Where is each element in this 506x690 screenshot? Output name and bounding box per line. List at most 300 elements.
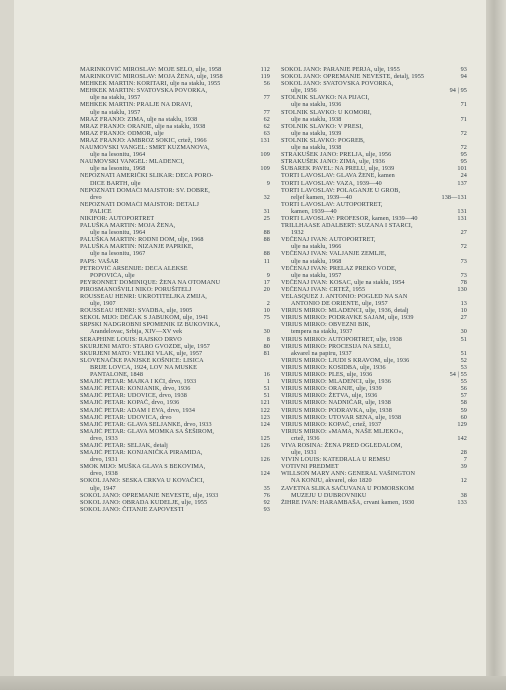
index-entry-page: 81: [263, 349, 270, 357]
index-entry-text: STOLNIK SLAVKO: NA PIJACI,: [281, 94, 370, 102]
index-entry-text: ulje, 1956: [291, 87, 317, 95]
index-entry: [80, 258, 270, 265]
index-entry: [80, 293, 270, 300]
index-entry: [80, 265, 270, 272]
index-entry-text: SMAJIĆ PETAR: UDOVICE, drvo, 1938: [80, 392, 187, 400]
index-entry: [281, 87, 467, 94]
index-entry-page: 54 | 55: [449, 371, 467, 379]
index-entry-page: 126: [260, 441, 270, 449]
index-entry-text: VIVA ROSINA: ŽENA PRED OGLEDALOM,: [281, 441, 403, 449]
index-entry-page: 63: [263, 129, 270, 137]
index-entry-text: MRAZ FRANJO: ORANJE, ulje na staklu, 1938: [80, 122, 206, 130]
index-entry-page: 11: [263, 257, 270, 265]
index-entry: [80, 435, 270, 442]
index-entry: [281, 357, 467, 364]
index-entry-text: SMAJIĆ PETAR: KONJANIČKA PIRAMIDA,: [80, 449, 203, 457]
index-entry: [80, 378, 270, 385]
index-entry: [80, 236, 270, 243]
index-entry-page: [266, 364, 270, 371]
index-entry: [281, 236, 467, 243]
index-entry-text: ulje na staklu, 1966: [291, 243, 342, 251]
index-entry-text: SEKOL MIJO: DEČAK S JABUKOM, ulje, 1941: [80, 314, 209, 322]
index-entry-page: 51: [460, 349, 467, 357]
index-entry: [281, 286, 467, 293]
index-entry-page: 122: [260, 406, 270, 414]
index-entry-page: 9: [266, 271, 270, 279]
index-entry-text: SMAJIĆ PETAR: UDOVICA, drvo: [80, 413, 172, 421]
index-entry-page: 77: [263, 108, 270, 116]
index-entry-text: SMOK MIJO: MUŠKA GLAVA S BEKOVIMA,: [80, 463, 206, 471]
index-entry-page: 92: [263, 498, 270, 506]
index-entry-text: VIRIUS MIRKO: AUTOPORTRET, ulje, 1938: [281, 335, 403, 343]
index-entry-text: VEČENAJ IVAN: KOSAC, ulje na staklu, 1954: [281, 278, 405, 286]
index-entry-text: SMAJIĆ PETAR: KOPAČ, drvo, 1936: [80, 399, 180, 407]
index-entry-text: SMAJIĆ PETAR: ADAM I EVA, drvo, 1934: [80, 406, 196, 414]
index-entry-page: [463, 485, 467, 492]
index-entry: [80, 286, 270, 293]
index-entry: [80, 336, 270, 343]
index-entry-text: NEPOZNATI AMERIČKI SLIKAR: DECA PORO-: [80, 172, 214, 180]
index-entry-text: BRIJE LOVCA, 1924, LOV NA MUSKE: [90, 363, 197, 371]
index-entry: [80, 407, 270, 414]
index-entry-page: [463, 222, 467, 229]
index-entry-text: NAUMOVSKI VANGEL: SMRT KUZMANOVA,: [80, 144, 210, 152]
index-entry-text: ulje, 1947: [90, 484, 116, 492]
index-entry-page: 77: [263, 94, 270, 102]
index-entry: [80, 307, 270, 314]
index-entry: [80, 208, 270, 215]
index-entry-text: drvo, 1931: [90, 456, 118, 464]
index-entry-text: NEPOZNATI DOMAĆI MAJSTOR: SV. DOBRE,: [80, 186, 210, 194]
index-entry-text: MARINKOVIĆ MIROSLAV: MOJA ŽENA, ulje, 1958: [80, 73, 223, 81]
index-entry-page: 80: [263, 342, 270, 350]
index-entry: [281, 321, 467, 328]
index-entry-page: 25: [263, 214, 270, 222]
index-entry: [281, 449, 467, 456]
index-entry: [281, 463, 467, 470]
index-entry-page: 56: [263, 80, 270, 88]
index-entry-text: ulje na staklu, 1938: [291, 115, 342, 123]
index-entry: [281, 137, 467, 144]
index-entry-text: MEHKEK MARTIN: SVATOVSKA POVORKA,: [80, 87, 208, 95]
index-entry: [281, 66, 467, 73]
index-entry: [281, 414, 467, 421]
index-entry: [80, 272, 270, 279]
index-entry: [80, 350, 270, 357]
index-entry: [281, 485, 467, 492]
index-entry: [281, 158, 467, 165]
index-entry: [281, 265, 467, 272]
index-entry-page: [463, 442, 467, 449]
index-entry-page: [463, 343, 467, 350]
index-entry-text: VELASQUEZ J. ANTONIO: POGLED NA SAN: [281, 293, 408, 300]
index-entry-text: VEČENAJ IVAN: PRELAZ PREKO VODE,: [281, 264, 397, 272]
index-entry-page: 10: [263, 307, 270, 315]
index-entry-text: reljef kamen, 1939—40: [291, 193, 353, 201]
index-entry-page: 16: [263, 371, 270, 379]
index-entry-text: VIRIUS MIRKO: »MAMA, NAŠE MLJEKO«,: [281, 427, 404, 435]
index-entry-page: [463, 187, 467, 194]
index-entry-page: 137: [457, 179, 467, 187]
index-entry-page: 73: [460, 257, 467, 265]
index-entry-text: PALUŠKA MARTIN: NIZANJE PAPRIKE,: [80, 243, 194, 251]
index-entry-page: 95: [460, 158, 467, 166]
index-entry-page: [266, 201, 270, 208]
index-entry-text: TORTI LAVOSLAV: GLAVA ŽENE, kamen: [281, 172, 395, 180]
index-entry-page: 78: [460, 278, 467, 286]
index-entry: [80, 456, 270, 463]
index-entry: [281, 144, 467, 151]
index-entry: [281, 194, 467, 201]
index-entry-page: [266, 172, 270, 179]
index-entry-page: [266, 101, 270, 108]
index-entry-page: 119: [260, 73, 270, 81]
index-entry-page: [266, 187, 270, 194]
index-entry: [281, 208, 467, 215]
index-entry: [281, 385, 467, 392]
index-entry: [80, 485, 270, 492]
index-entry: [281, 151, 467, 158]
index-entry-page: 1: [266, 378, 270, 386]
index-entry: [281, 343, 467, 350]
index-entry-text: crtež, 1936: [291, 434, 320, 442]
index-entry-page: [463, 470, 467, 477]
index-entry-text: SOKOL JANO: PARANJE PERJA, ulje, 1955: [281, 66, 400, 73]
index-entry: [80, 151, 270, 158]
index-entry-text: VIRIUS MIRKO: MLADENCI, ulje, 1936: [281, 378, 391, 386]
index-entry-page: [463, 109, 467, 116]
index-entry: [281, 407, 467, 414]
index-entry-page: [266, 477, 270, 484]
index-entry: [80, 123, 270, 130]
index-entry-text: MEHKEK MARTIN: KORITARI, ulje na staklu, 1955: [80, 80, 221, 88]
index-entry-page: 75: [263, 314, 270, 322]
index-entry-text: MARINKOVIĆ MIROSLAV: MOJE SELO, ulje, 1958: [80, 66, 222, 73]
index-entry-page: 124: [260, 420, 270, 428]
index-entry-page: 133: [457, 498, 467, 506]
index-entry: [80, 428, 270, 435]
index-entry-text: TRILLHAASE ADALBERT: SUZANA I STARCI,: [281, 222, 413, 230]
index-entry: [281, 80, 467, 87]
index-entry-text: MRAZ FRANJO: AMBROZ SOKIC, crtež, 1966: [80, 136, 207, 144]
index-entry-page: 17: [263, 278, 270, 286]
index-entry: [281, 293, 467, 300]
index-entry-page: [463, 123, 467, 130]
index-entry-text: SMAJIĆ PETAR: SELJAK, detalj: [80, 441, 168, 449]
index-entry: [80, 201, 270, 208]
index-entry-page: 60: [460, 413, 467, 421]
index-entry: [281, 187, 467, 194]
index-entry-page: [266, 158, 270, 165]
index-entry: [281, 314, 467, 321]
index-entry-page: 27: [460, 229, 467, 237]
index-entry: [80, 421, 270, 428]
index-entry: [281, 392, 467, 399]
index-entry-text: PALUŠKA MARTIN: RODNI DOM, ulje, 1968: [80, 236, 204, 244]
index-entry-page: 55: [460, 378, 467, 386]
index-entry-text: SKURJENI MATO: STARO GVOZDE, ulje, 1957: [80, 342, 210, 350]
index-entry-page: 52: [460, 356, 467, 364]
index-entry-page: [266, 449, 270, 456]
index-entry-text: ulje na staklu, 1957: [90, 94, 141, 102]
index-entry-page: 129: [457, 420, 467, 428]
index-entry-page: 20: [263, 285, 270, 293]
index-entry-text: ulje na lesonitu, 1968: [90, 165, 146, 173]
index-entry-page: 51: [263, 392, 270, 400]
index-entry-page: [266, 87, 270, 94]
index-entry: [80, 87, 270, 94]
index-entry-text: POPOVIĆA, ulje: [90, 271, 135, 279]
index-entry-page: 7: [463, 456, 467, 464]
index-entry-page: [463, 201, 467, 208]
index-entry-text: PEYRONNET DOMINIQUE: ŽENA NA OTOMANU: [80, 278, 221, 286]
index-entry: [80, 442, 270, 449]
index-entry-text: PAPS: VAŠAR: [80, 257, 119, 265]
index-entry-text: VEČENAJ IVAN: CRTEŽ, 1955: [281, 285, 366, 293]
index-entry-text: ZAVETNA SLIKA SAČUVANA U POMORSKOM: [281, 484, 415, 492]
index-entry-text: ulje na staklu, 1936: [291, 101, 342, 109]
index-entry-page: 112: [260, 66, 270, 73]
index-entry: [80, 158, 270, 165]
index-entry-text: VEČENAJ IVAN: VALJANJE ZEMLJE,: [281, 250, 387, 258]
index-entry-text: SMAJIĆ PETAR: MAJKA I KĆI, drvo, 1933: [80, 378, 197, 386]
index-entry-page: 109: [260, 165, 270, 173]
index-entry: [281, 180, 467, 187]
index-entry-text: MEHKEK MARTIN: PRALJE NA DRAVI,: [80, 101, 193, 109]
index-entry-page: 93: [460, 66, 467, 73]
index-entry-page: 30: [460, 328, 467, 336]
index-entry: [80, 180, 270, 187]
index-entry: [281, 477, 467, 484]
index-entry-page: 95: [460, 151, 467, 159]
index-entry-page: 27: [460, 314, 467, 322]
index-entry-page: [463, 428, 467, 435]
index-entry-text: SLOVENAČKE PANJSKE KOŠNICE: LISICA: [80, 356, 204, 364]
index-entry: [80, 80, 270, 87]
index-entry-page: 62: [263, 115, 270, 123]
index-entry: [80, 172, 270, 179]
index-entry-text: ŽIHRE IVAN: HARAMBAŠA, crvani kamen, 1930: [281, 498, 415, 506]
index-entry-text: VIRIUS MIRKO: PODRAVKE SAJAM, ulje, 1939: [281, 314, 414, 322]
index-entry-text: VIRIUS MIRKO: LJUDI S KRAVOM, ulje, 1936: [281, 356, 410, 364]
index-entry-text: SOKOL JANO: OPREMANJE NEVESTE, detalj, 1955: [281, 73, 425, 81]
index-entry-text: TORTI LAVOSLAV: AUTOPORTRET,: [281, 200, 383, 208]
index-entry-text: SMAJIĆ PETAR: KONJANIK, drvo, 1936: [80, 385, 191, 393]
index-entry: [80, 414, 270, 421]
index-entry: [80, 470, 270, 477]
index-entry-page: 94: [460, 73, 467, 81]
index-entry-text: PALICE: [90, 207, 112, 215]
index-entry-page: [463, 80, 467, 87]
index-entry: [281, 101, 467, 108]
index-entry-page: 51: [263, 385, 270, 393]
index-entry-text: VIRIUS MIRKO: ORANJE, ulje, 1939: [281, 385, 382, 393]
index-entry-page: 13: [460, 300, 467, 308]
index-entry-text: PIROSMANOŠVILI NIKO: PORUŠITELJ: [80, 285, 192, 293]
index-entry-text: SMAJIĆ PETAR: GLAVA SELJANKE, drvo, 1933: [80, 420, 212, 428]
index-entry-text: ROUSSEAU HENRI: UKROTITELJKA ZMIJA,: [80, 293, 207, 300]
index-entry-text: ROUSSEAU HENRI: SVADBA, ulje, 1905: [80, 307, 193, 315]
index-entry: [80, 463, 270, 470]
index-entry-text: akvarel na papiru, 1937: [291, 349, 352, 357]
index-entry-page: 121: [260, 399, 270, 407]
index-entry-page: 88: [263, 236, 270, 244]
index-entry-page: 2: [266, 300, 270, 308]
index-entry: [281, 378, 467, 385]
index-entry-text: MRAZ FRANJO: ODMOR, ulje: [80, 129, 164, 137]
index-entry: [80, 137, 270, 144]
index-entry: [281, 172, 467, 179]
index-entry-text: ŠUBAREK PAVEL: NA PRELU, ulje, 1939: [281, 165, 395, 173]
index-entry-text: VIVIN LOUIS: KATEDRALA U REMSU: [281, 456, 391, 464]
index-entry: [281, 279, 467, 286]
index-entry: [80, 506, 270, 513]
index-entry: [281, 336, 467, 343]
index-entry-text: ulje na lesonitu, 1967: [90, 250, 146, 258]
index-entry-page: 131: [457, 214, 467, 222]
index-entry-text: kamen, 1939—40: [291, 207, 337, 215]
index-entry: [80, 371, 270, 378]
index-entry: [80, 250, 270, 257]
index-entry-text: SOKOL JANO: OBRADA KUDELJE, ulje, 1955: [80, 498, 208, 506]
index-entry-text: ulje na staklu, 1957: [90, 108, 141, 116]
index-entry: [80, 321, 270, 328]
index-entry-text: tempera na staklu, 1937: [291, 328, 353, 336]
index-entry: [281, 428, 467, 435]
index-entry-page: 94 | 95: [449, 87, 467, 95]
index-entry-page: 126: [260, 456, 270, 464]
index-entry: [80, 300, 270, 307]
index-entry: [281, 215, 467, 222]
index-entry: [281, 350, 467, 357]
index-entry-text: NA KONJU, akvarel, oko 1820: [291, 477, 372, 485]
index-entry-text: VIRIUS MIRKO: UTOVAR SENA, ulje, 1938: [281, 413, 402, 421]
index-entry-page: 88: [263, 250, 270, 258]
index-entry: [80, 73, 270, 80]
index-entry-page: [266, 265, 270, 272]
index-entry-page: 38: [460, 491, 467, 499]
index-entry-text: drvo, 1938: [90, 470, 118, 478]
index-entry: [281, 442, 467, 449]
index-entry-page: 35: [263, 484, 270, 492]
index-entry: [80, 144, 270, 151]
index-entry: [80, 279, 270, 286]
index-entry-text: ulje, 1907: [90, 300, 116, 308]
index-entry-page: [266, 321, 270, 328]
index-entry-text: NAUMOVSKI VANGEL: MLADENCI,: [80, 158, 185, 166]
index-entry-page: [463, 236, 467, 243]
index-entry: [281, 272, 467, 279]
index-entry-text: PANTALONE, 1848: [90, 371, 144, 379]
index-entry: [281, 328, 467, 335]
index-entry: [281, 222, 467, 229]
index-entry: [281, 201, 467, 208]
index-entry-text: NEPOZNATI DOMAĆI MAJSTOR: DETALJ: [80, 200, 199, 208]
index-entry-text: ANTONIO DE ORIENTE, ulje, 1957: [291, 300, 388, 308]
index-entry-text: VIRIUS MIRKO: OBVEZNI BIK,: [281, 321, 371, 329]
index-entry: [281, 229, 467, 236]
index-entry-page: 123: [260, 413, 270, 421]
index-entry-page: 8: [266, 335, 270, 343]
index-entry-text: ulje na lesonitu, 1964: [90, 151, 146, 159]
index-entry-page: [266, 463, 270, 470]
index-entry: [80, 229, 270, 236]
index-entry-text: SERAPHINE LOUIS: RAJSKO DRVO: [80, 335, 182, 343]
index-entry-page: 109: [260, 151, 270, 159]
index-entry-text: STOLNIK SLAVKO: V PRESI,: [281, 122, 364, 130]
index-entry-text: VIRIUS MIRKO: ŽETVA, ulje, 1936: [281, 392, 378, 400]
index-entry: [281, 399, 467, 406]
index-entry-text: SKURJENI MATO: VELIKI VLAK, ulje, 1957: [80, 349, 203, 357]
index-entry-text: SOKOL JANO: ČITANJE ZAPOVESTI: [80, 505, 184, 513]
index-entry-text: VIRIUS MIRKO: PODRAVKA, ulje, 1938: [281, 406, 392, 414]
index-entry-text: 1932: [291, 229, 304, 237]
index-entry: [281, 130, 467, 137]
index-entry: [80, 399, 270, 406]
index-entry-page: 10: [460, 307, 467, 315]
index-entry-page: 124: [260, 470, 270, 478]
index-entry-text: MUZEJU U DUBROVNIKU: [291, 491, 367, 499]
index-entry-text: VIRIUS MIRKO: PROCESIJA NA SELU,: [281, 342, 391, 350]
index-entry-text: NIKIFOR: AUTOPORTRET: [80, 214, 155, 222]
index-entry: [281, 307, 467, 314]
index-column-left: [80, 66, 270, 513]
index-entry-text: ulje na lesonitu, 1964: [90, 229, 146, 237]
index-entry-text: Arandelovac, Srbija, XIV—XV vek: [90, 328, 183, 336]
index-entry: [80, 328, 270, 335]
index-entry-text: WILLSON MARY ANN: GENERAL VAŠINGTON: [281, 470, 416, 478]
index-entry-page: 9: [266, 179, 270, 187]
index-entry-page: 131: [457, 207, 467, 215]
index-entry: [80, 222, 270, 229]
index-entry: [80, 187, 270, 194]
index-entry: [80, 194, 270, 201]
index-entry-page: 72: [460, 144, 467, 152]
index-entry: [281, 165, 467, 172]
index-entry-page: [266, 293, 270, 300]
index-entry: [80, 477, 270, 484]
index-entry-text: STRAKUŠEK JANO: ZIMA, ulje, 1936: [281, 158, 385, 166]
index-entry-text: STRAKUŠEK JANO: PRELJA, ulje, 1956: [281, 151, 392, 159]
index-entry: [281, 435, 467, 442]
index-entry-page: 138—131: [441, 193, 467, 201]
index-entry-page: [266, 144, 270, 151]
index-entry: [281, 492, 467, 499]
index-entry: [80, 385, 270, 392]
index-entry: [281, 470, 467, 477]
index-entry-page: 101: [457, 165, 467, 173]
index-entry: [80, 215, 270, 222]
index-entry-page: [463, 293, 467, 300]
index-entry-text: VIRIUS MIRKO: MLADENCI, ulje, 1936, detalj: [281, 307, 409, 315]
index-entry-page: [266, 357, 270, 364]
index-entry: [80, 499, 270, 506]
index-entry: [281, 421, 467, 428]
index-entry-page: [463, 250, 467, 257]
index-entry: [80, 314, 270, 321]
index-entry: [281, 94, 467, 101]
index-entry: [80, 130, 270, 137]
index-entry-page: 71: [460, 101, 467, 109]
index-entry-page: 59: [460, 406, 467, 414]
index-entry: [281, 258, 467, 265]
index-entry: [281, 116, 467, 123]
index-entry: [281, 364, 467, 371]
index-entry-page: 73: [460, 271, 467, 279]
index-entry-text: TORTI LAVOSLAV: POLAGANJE U GROB,: [281, 186, 401, 194]
index-entry-page: [266, 428, 270, 435]
index-entry-text: STOLNIK SLAVKO: U KOMORI,: [281, 108, 372, 116]
